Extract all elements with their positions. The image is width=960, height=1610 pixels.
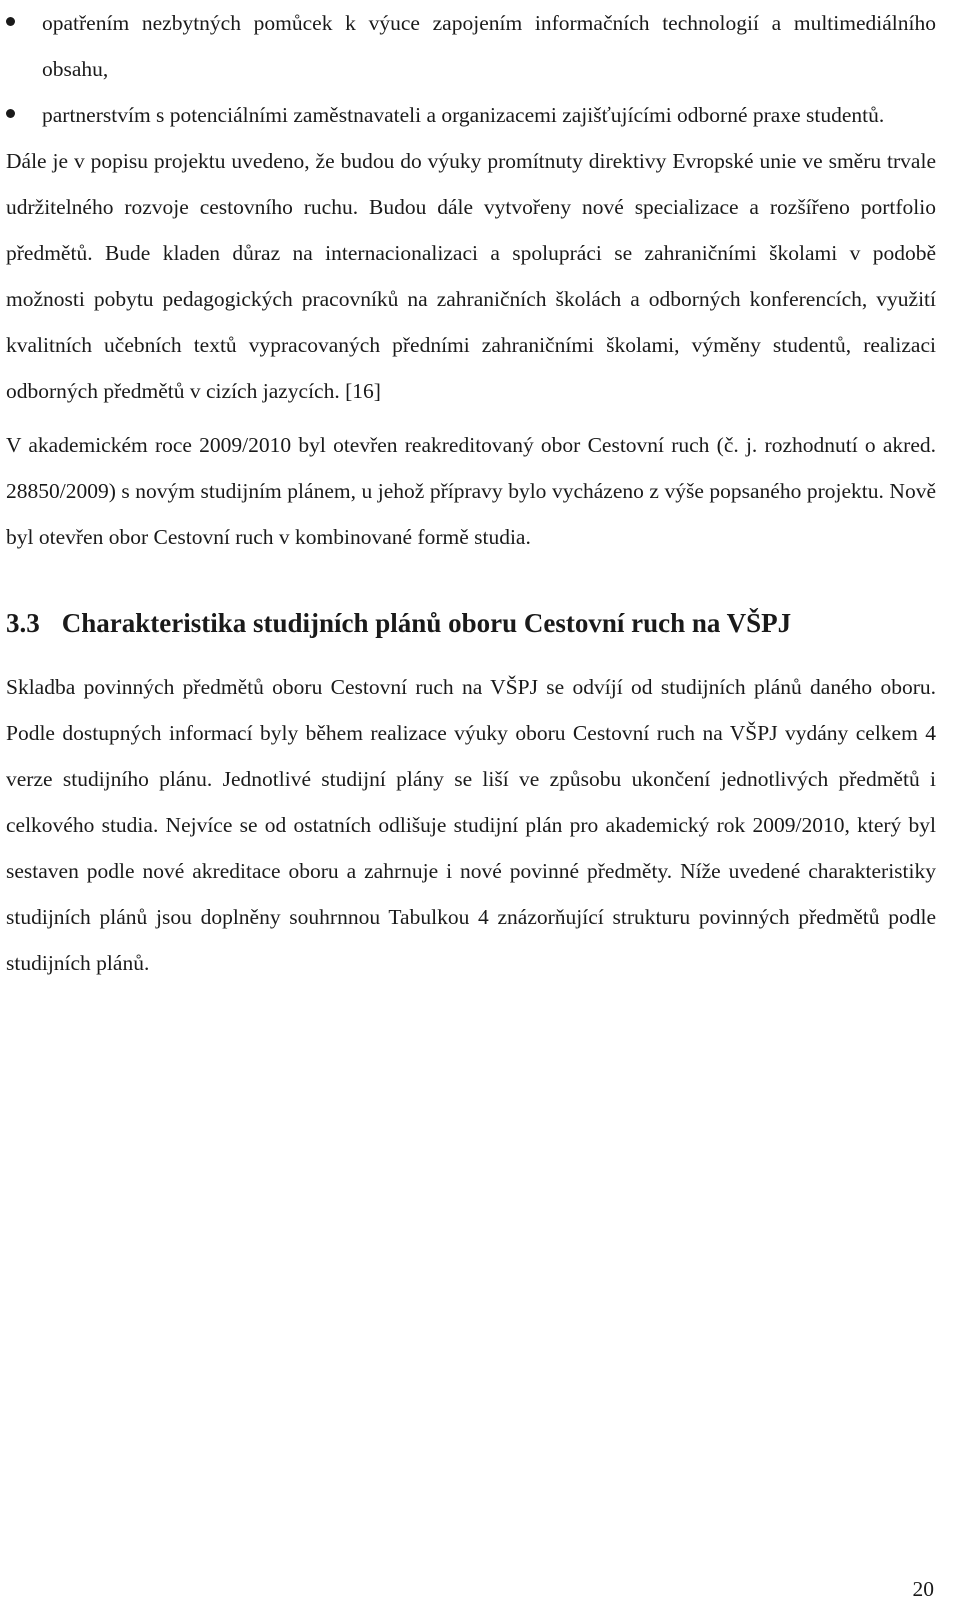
- page-content: [6, 0, 936, 986]
- paragraph-reaccreditation: V akademickém roce 2009/2010 byl otevřen reakreditovaný obor Cestovní ruch (č. j. rozhodnutí o akred. 28850/2009) s novým studijním plánem, u jehož přípravy bylo vycházeno z výše popsaného projektu. Nově byl otevřen obor Cestovní ruch v kombinované formě studia.: [6, 433, 936, 549]
- section-title: Charakteristika studijních plánů oboru Cestovní ruch na VŠPJ: [61, 608, 792, 638]
- bullet-text: opatřením nezbytných pomůcek k výuce zapojením informačních technologií a multimediálního obsahu,: [42, 11, 936, 81]
- bullet-item: [6, 0, 936, 92]
- bullet-text: partnerstvím s potenciálními zaměstnavateli a organizacemi zajišťujícími odborné praxe studentů.: [42, 103, 885, 127]
- bullet-icon: [6, 109, 15, 118]
- section-heading: [6, 600, 936, 646]
- bullet-item: [6, 92, 936, 138]
- paragraph-project-description: Dále je v popisu projektu uvedeno, že budou do výuky promítnuty direktivy Evropské unie ve směru trvale udržitelného rozvoje cestovního ruchu. Budou dále vytvořeny nové specializace a rozšířeno portfolio předmětů. Bude kladen důraz na internacionalizaci a spolupráci se zahraničními školami v podobě možnosti pobytu pedagogických pracovníků na zahraničních školách a odborných konferencích, využití kvalitních učebních textů vypracovaných předními zahraničními školami, výměny studentů, realizaci odborných předmětů v cizích jazycích. [16]: [6, 149, 936, 403]
- page-number: 20: [912, 1577, 934, 1601]
- bullet-icon: [6, 17, 15, 26]
- bullet-list: [6, 0, 936, 138]
- section-number: 3.3: [6, 608, 40, 638]
- section-paragraph: Skladba povinných předmětů oboru Cestovní ruch na VŠPJ se odvíjí od studijních plánů daného oboru. Podle dostupných informací byly během realizace výuky oboru Cestovní ruch na VŠPJ vydány celkem 4 verze studijního plánu. Jednotlivé studijní plány se liší ve způsobu ukončení jednotlivých předmětů i celkového studia. Nejvíce se od ostatních odlišuje studijní plán pro akademický rok 2009/2010, který byl sestaven podle nové akreditace oboru a zahrnuje i nové povinné předměty. Níže uvedené charakteristiky studijních plánů jsou doplněny souhrnnou Tabulkou 4 znázorňující strukturu povinných předmětů podle studijních plánů.: [6, 675, 936, 975]
